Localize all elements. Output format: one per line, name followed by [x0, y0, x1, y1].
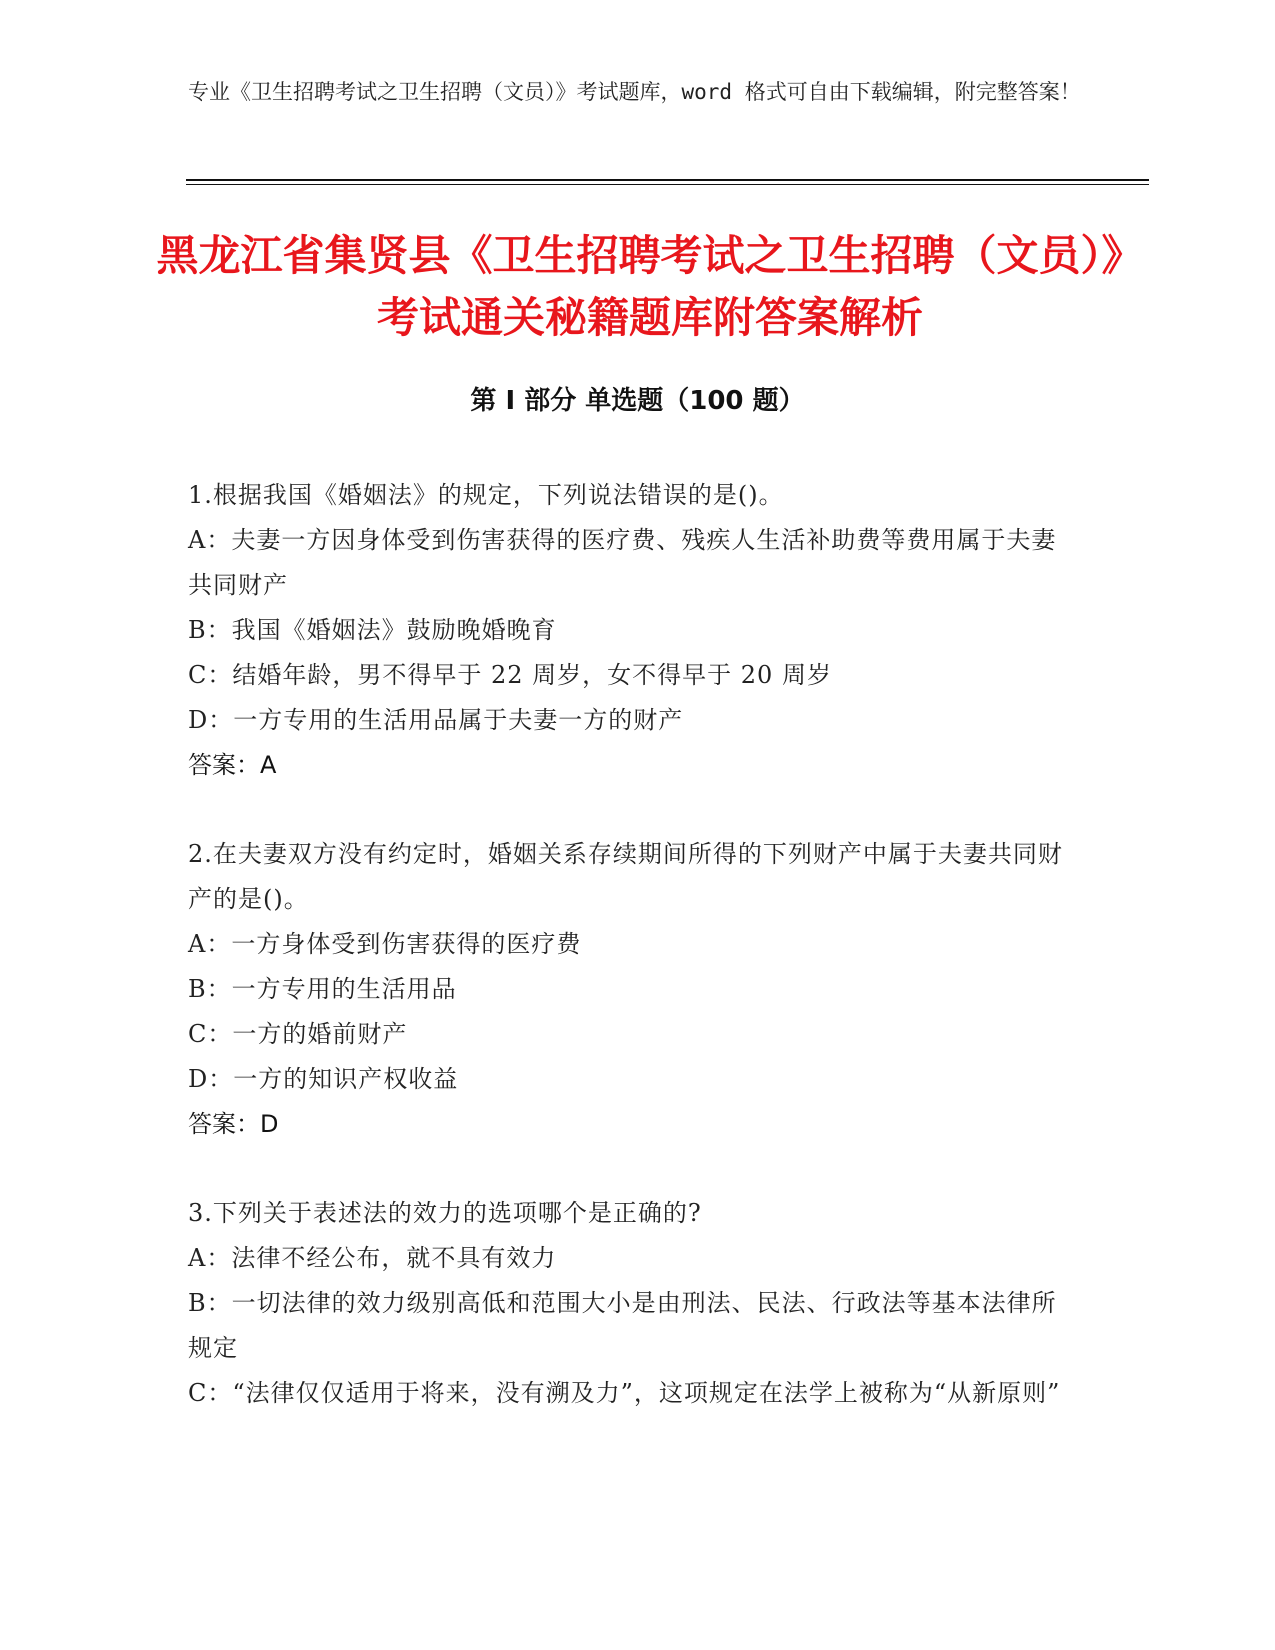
header-rule-thin	[186, 184, 1149, 185]
question-option: C：一方的婚前财产	[188, 1020, 408, 1048]
question-option: B：一方专用的生活用品	[188, 975, 457, 1003]
question-answer: 答案：A	[188, 751, 277, 779]
document-title: 黑龙江省集贤县《卫生招聘考试之卫生招聘（文员）》考试通关秘籍题库附答案解析	[156, 231, 1144, 342]
question-2	[188, 832, 1078, 1147]
section-title: 第 I 部分 单选题（100 题）	[470, 386, 805, 416]
question-option: C：“法律仅仅适用于将来，没有溯及力”，这项规定在法学上被称为“从新原则”	[188, 1379, 1061, 1407]
question-option: A：法律不经公布，就不具有效力	[188, 1244, 557, 1272]
question-stem: 1.根据我国《婚姻法》的规定，下列说法错误的是()。	[188, 481, 784, 509]
header-note: 专业《卫生招聘考试之卫生招聘（文员）》考试题库，word 格式可自由下载编辑，附完整答案！	[188, 80, 1081, 104]
question-1	[188, 473, 1078, 788]
question-3	[188, 1191, 1078, 1416]
question-option: A：一方身体受到伤害获得的医疗费	[188, 930, 582, 958]
question-option: B：一切法律的效力级别高低和范围大小是由刑法、民法、行政法等基本法律所规定	[188, 1289, 1057, 1362]
question-option: A：夫妻一方因身体受到伤害获得的医疗费、残疾人生活补助费等费用属于夫妻共同财产	[188, 526, 1057, 599]
question-option: B：我国《婚姻法》鼓励晚婚晚育	[188, 616, 557, 644]
question-list	[188, 473, 1078, 1460]
question-answer: 答案：D	[188, 1110, 279, 1138]
header-rule-thick	[186, 179, 1149, 181]
question-option: D：一方的知识产权收益	[188, 1065, 459, 1093]
question-option: D：一方专用的生活用品属于夫妻一方的财产	[188, 706, 684, 734]
question-option: C：结婚年龄，男不得早于 22 周岁，女不得早于 20 周岁	[188, 661, 832, 689]
question-stem: 3.下列关于表述法的效力的选项哪个是正确的?	[188, 1199, 702, 1227]
question-stem: 2.在夫妻双方没有约定时，婚姻关系存续期间所得的下列财产中属于夫妻共同财产的是()。	[188, 840, 1063, 913]
